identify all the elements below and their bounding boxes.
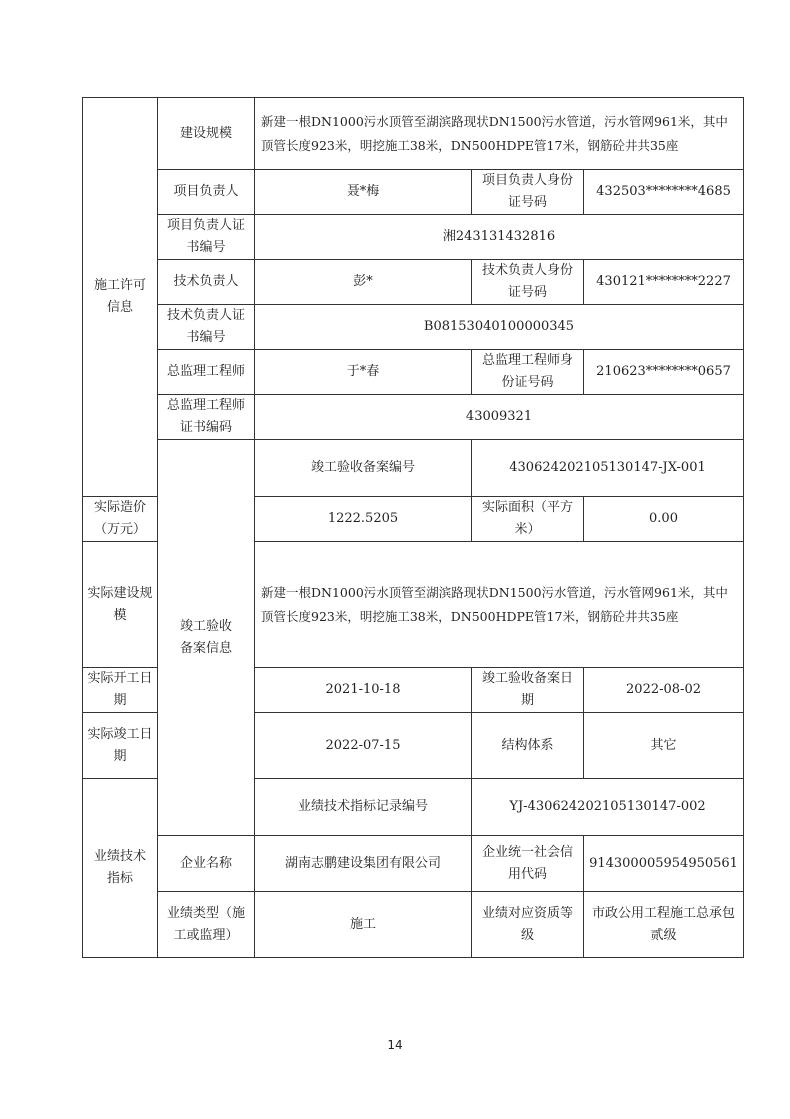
record-date-label: 竣工验收备案日期 <box>472 668 584 713</box>
performance-section-label: 业绩技术 指标 <box>83 779 158 958</box>
pm-value: 聂*梅 <box>255 170 472 215</box>
tech-cert-value: B08153040100000345 <box>255 305 744 350</box>
structure-value: 其它 <box>584 713 744 779</box>
type-label: 业绩类型（施工或监理） <box>158 892 255 958</box>
credit-label: 企业统一社会信用代码 <box>472 836 584 892</box>
cost-value: 1222.5205 <box>255 497 472 542</box>
index-no-label: 业绩技术指标记录编号 <box>255 779 472 836</box>
finish-label: 实际竣工日期 <box>83 713 158 779</box>
completion-section-label: 竣工验收 备案信息 <box>158 440 255 836</box>
tech-id-label: 技术负责人身份证号码 <box>472 260 584 305</box>
credit-value: 914300005954950561 <box>584 836 744 892</box>
pm-label: 项目负责人 <box>158 170 255 215</box>
actual-scale-value: 新建一根DN1000污水顶管至湖滨路现状DN1500污水管道，污水管网961米，其中顶管长度923米，明挖施工38米，DN500HDPE管17米，钢筋砼井共35座 <box>255 542 744 668</box>
sup-cert-label: 总监理工程师证书编码 <box>158 395 255 440</box>
pm-id-label: 项目负责人身份证号码 <box>472 170 584 215</box>
company-label: 企业名称 <box>158 836 255 892</box>
record-no-label: 竣工验收备案编号 <box>255 440 472 497</box>
actual-scale-label: 实际建设规模 <box>83 542 158 668</box>
tech-label: 技术负责人 <box>158 260 255 305</box>
area-label: 实际面积（平方米） <box>472 497 584 542</box>
index-no-value: YJ-430624202105130147-002 <box>472 779 744 836</box>
record-no-value: 430624202105130147-JX-001 <box>472 440 744 497</box>
pm-cert-value: 湘243131432816 <box>255 215 744 260</box>
sup-label: 总监理工程师 <box>158 350 255 395</box>
sup-id-value: 210623********0657 <box>584 350 744 395</box>
record-date-value: 2022-08-02 <box>584 668 744 713</box>
scale-label: 建设规模 <box>158 98 255 170</box>
type-value: 施工 <box>255 892 472 958</box>
cost-label: 实际造价（万元） <box>83 497 158 542</box>
project-info-table <box>82 97 744 958</box>
qual-value: 市政公用工程施工总承包贰级 <box>584 892 744 958</box>
tech-value: 彭* <box>255 260 472 305</box>
qual-label: 业绩对应资质等级 <box>472 892 584 958</box>
tech-cert-label: 技术负责人证书编号 <box>158 305 255 350</box>
sup-value: 于*春 <box>255 350 472 395</box>
permit-section-label: 施工许可 信息 <box>83 98 158 497</box>
sup-cert-value: 43009321 <box>255 395 744 440</box>
pm-cert-label: 项目负责人证书编号 <box>158 215 255 260</box>
finish-value: 2022-07-15 <box>255 713 472 779</box>
company-value: 湖南志鹏建设集团有限公司 <box>255 836 472 892</box>
start-value: 2021-10-18 <box>255 668 472 713</box>
tech-id-value: 430121********2227 <box>584 260 744 305</box>
area-value: 0.00 <box>584 497 744 542</box>
structure-label: 结构体系 <box>472 713 584 779</box>
pm-id-value: 432503********4685 <box>584 170 744 215</box>
scale-value: 新建一根DN1000污水顶管至湖滨路现状DN1500污水管道，污水管网961米，其中顶管长度923米，明挖施工38米，DN500HDPE管17米，钢筋砼井共35座 <box>255 98 744 170</box>
start-label: 实际开工日期 <box>83 668 158 713</box>
sup-id-label: 总监理工程师身份证号码 <box>472 350 584 395</box>
page-number: 14 <box>387 1038 403 1052</box>
